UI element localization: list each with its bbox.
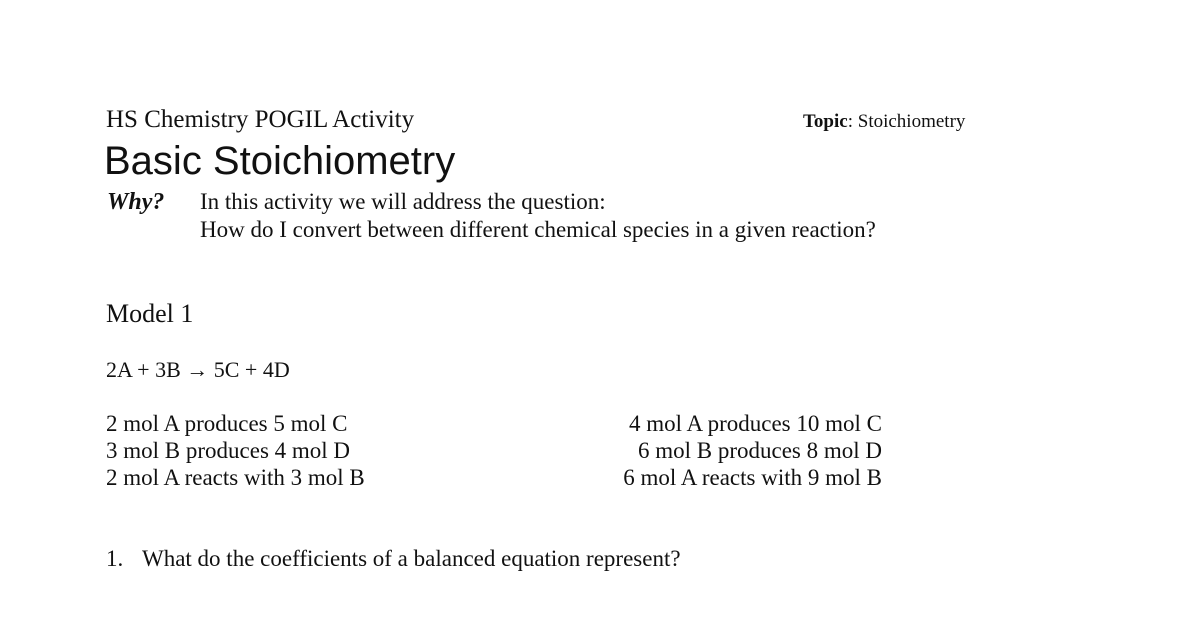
relation-item: 6 mol A reacts with 9 mol B [623,465,882,490]
question-text: What do the coefficients of a balanced equation represent? [142,546,681,571]
relation-item: 2 mol A produces 5 mol C [106,411,348,436]
course-name: HS Chemistry POGIL Activity [106,106,415,133]
left-relations-list [106,410,365,491]
relation-item: 4 mol A produces 10 mol C [629,411,882,436]
page-title: Basic Stoichiometry [104,139,456,183]
relation-item: 3 mol B produces 4 mol D [106,438,351,463]
question-item [106,545,681,573]
topic-value: Stoichiometry [857,111,966,132]
why-question: How do I convert between different chemical species in a given reaction? [200,217,876,242]
question-number: 1. [106,546,124,571]
reaction-equation: 2A + 3B → 5C + 4D [106,357,290,382]
right-relations-list [560,410,882,491]
topic-line [803,110,965,134]
model-heading: Model 1 [106,299,194,328]
topic-separator: : [847,111,858,132]
why-question-intro: In this activity we will address the question: [200,189,606,214]
relation-item: 6 mol B produces 8 mol D [637,438,882,463]
topic-label: Topic [803,111,848,132]
why-label: Why? [107,189,165,215]
relation-item: 2 mol A reacts with 3 mol B [106,465,365,490]
